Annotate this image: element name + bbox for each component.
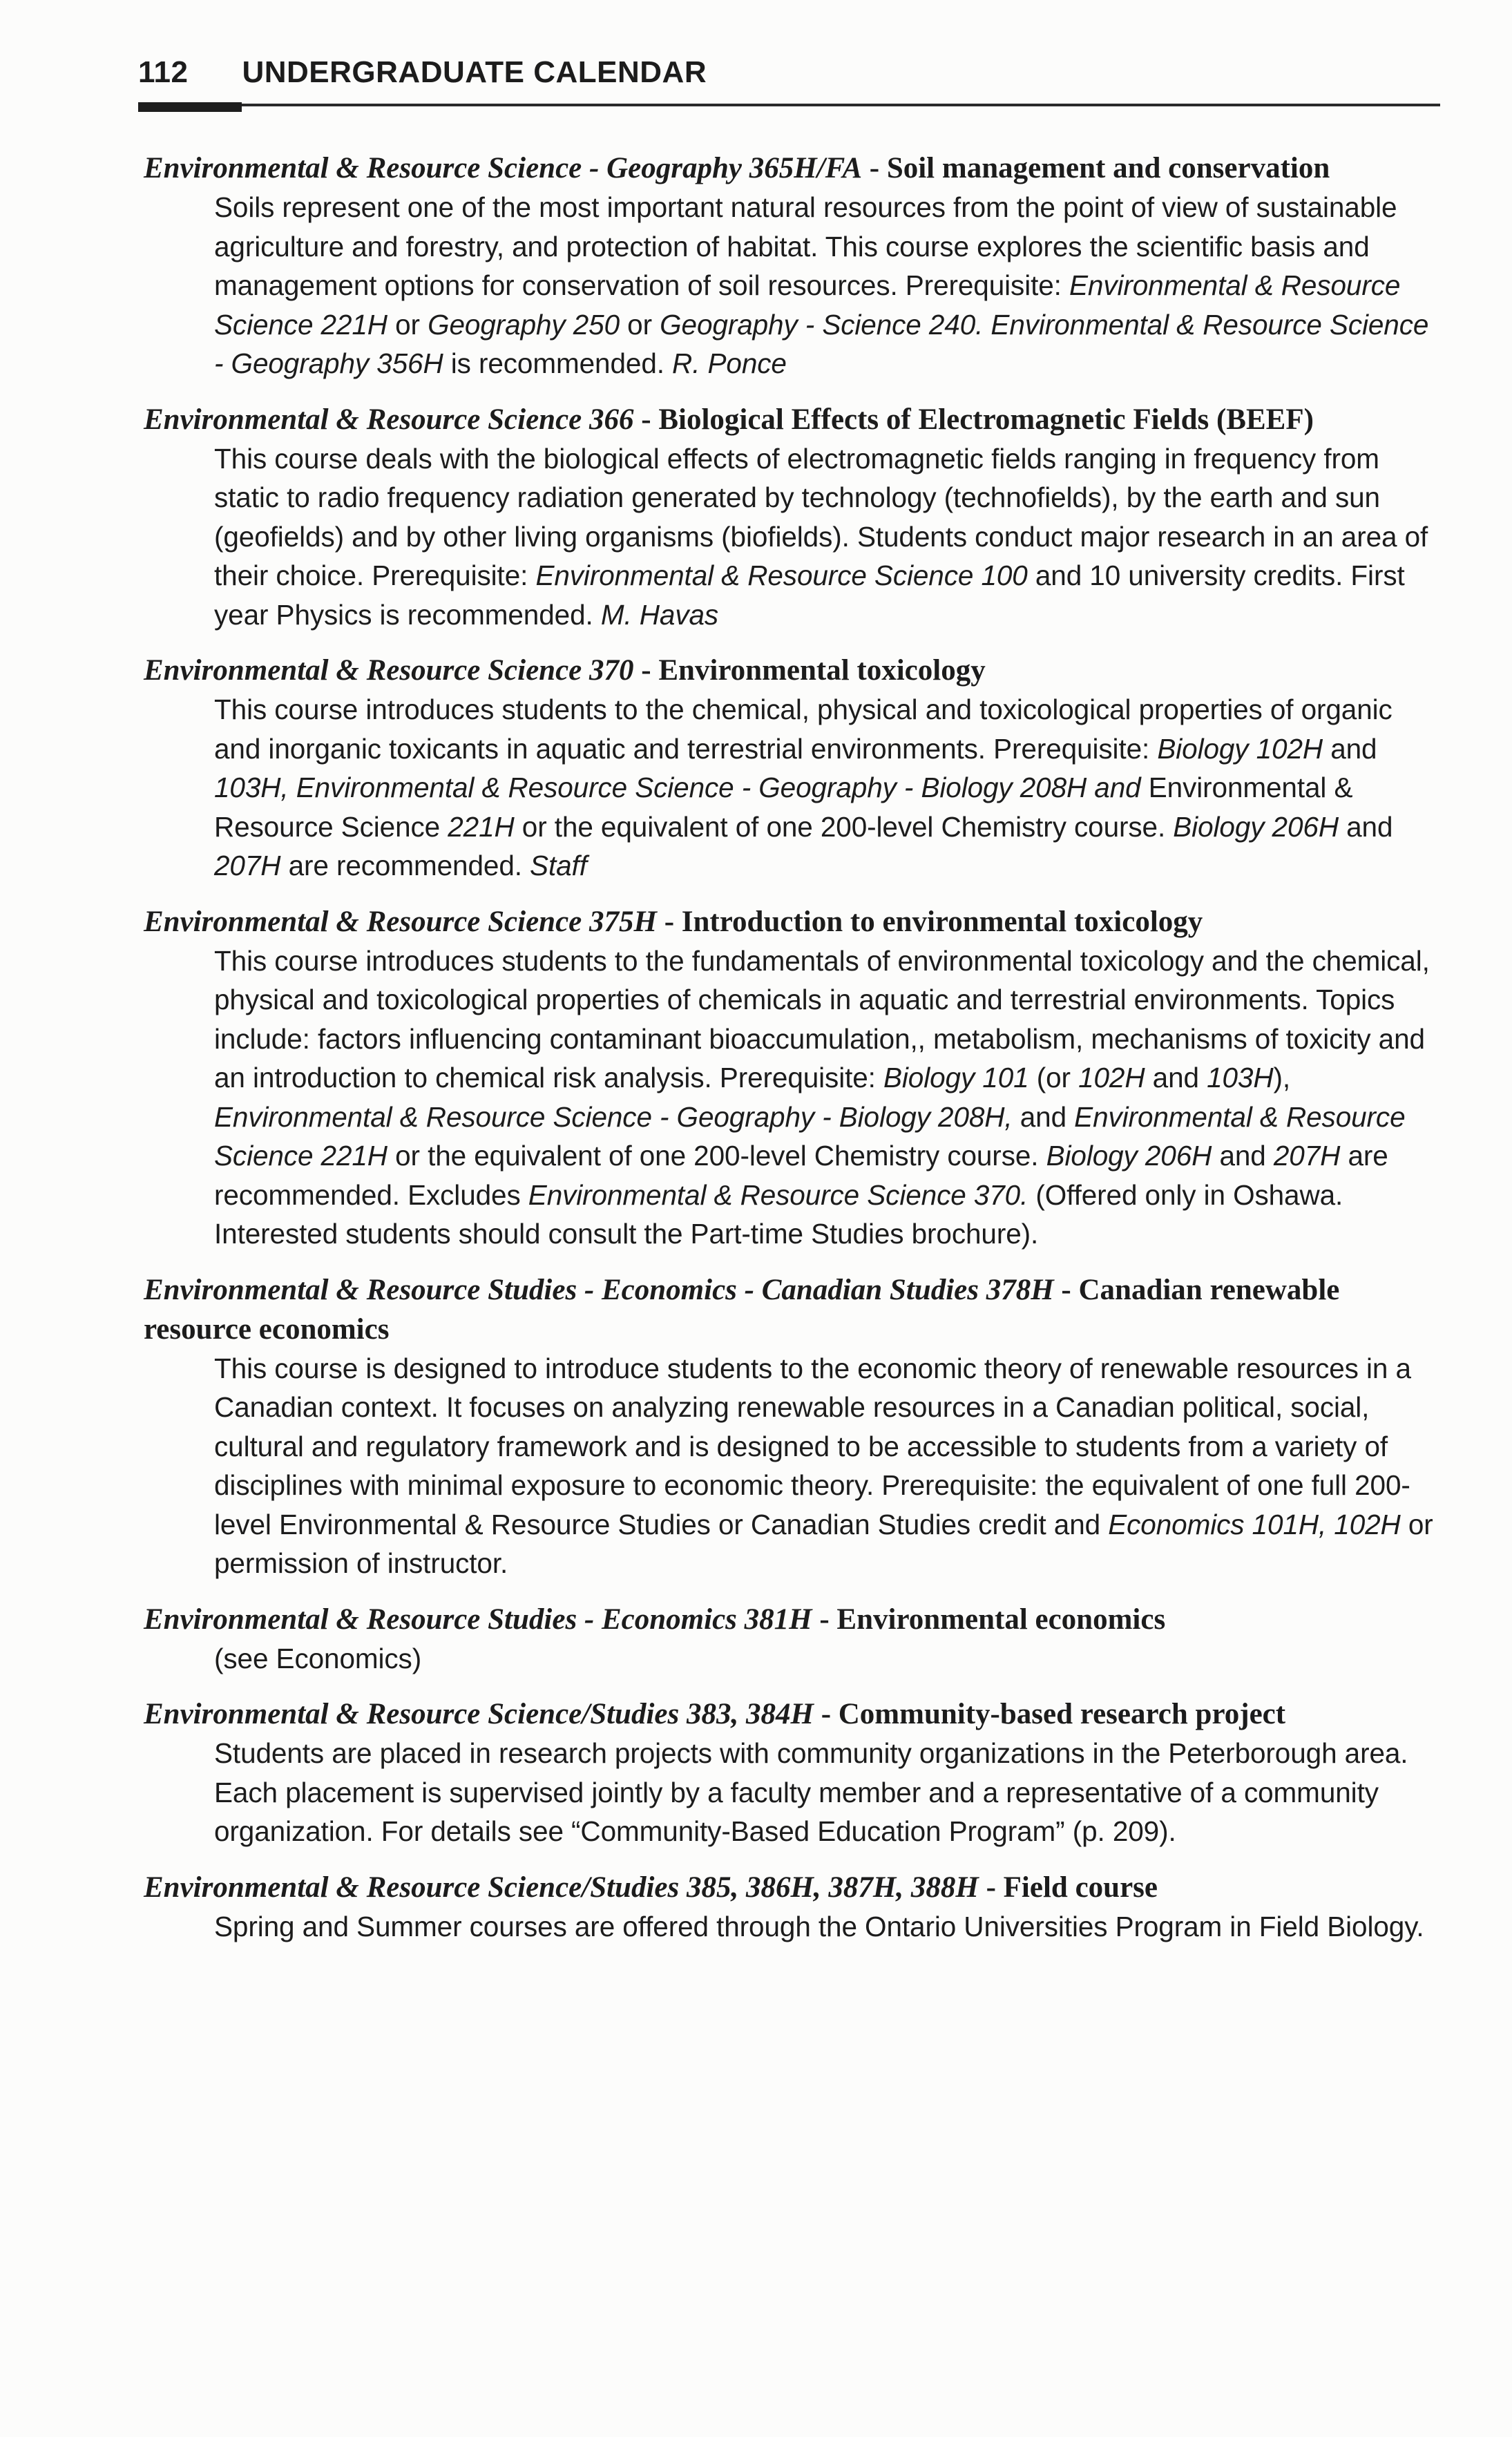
course-title: - Environmental toxicology bbox=[633, 654, 986, 687]
course-code: Environmental & Resource Science - Geography 365H/FA bbox=[144, 152, 862, 184]
course-entry bbox=[144, 1600, 1442, 1679]
description-text: or bbox=[387, 308, 428, 341]
description-text: or bbox=[620, 308, 660, 341]
course-description bbox=[144, 690, 1442, 886]
course-title: - Environmental economics bbox=[812, 1603, 1166, 1636]
course-code: Environmental & Resource Science 370 bbox=[144, 654, 634, 687]
course-entry bbox=[144, 1868, 1442, 1947]
header-rule bbox=[138, 104, 1440, 106]
course-heading bbox=[144, 1694, 1442, 1734]
course-title: - Canadian renewable resource economics bbox=[144, 1273, 1340, 1346]
description-text: (or bbox=[1028, 1062, 1079, 1093]
course-entry bbox=[144, 400, 1442, 635]
description-text: and bbox=[1012, 1100, 1075, 1133]
description-text: Spring and Summer courses are offered through the Ontario Universities Program in Field Biology. bbox=[214, 1910, 1424, 1942]
italic-reference: Geography - Science 240. Environmental & Resource Science - Geography 356H bbox=[214, 308, 1429, 379]
italic-reference: Biology 206H bbox=[1046, 1140, 1212, 1172]
italic-reference: 103H, Environmental & Resource Science - Geography - Biology 208H and bbox=[214, 772, 1141, 803]
description-text: (Offered only in Oshawa. Interested students should consult the Part-time Studies brochure). bbox=[214, 1178, 1343, 1250]
italic-reference: Economics 101H, 102H bbox=[1108, 1508, 1401, 1540]
italic-reference: Environmental & Resource Science 221H bbox=[214, 1100, 1406, 1172]
description-text: and bbox=[1145, 1062, 1207, 1093]
course-code: Environmental & Resource Science/Studies 385, 386H, 387H, 388H bbox=[144, 1871, 979, 1904]
course-entry bbox=[144, 149, 1442, 383]
description-text: Environmental & Resource Science bbox=[214, 772, 1353, 843]
italic-reference: 207H bbox=[214, 850, 281, 881]
description-text: are recommended. bbox=[280, 850, 530, 881]
description-text: This course deals with the biological effects of electromagnetic fields ranging in frequency from static to radio frequency radiation generated by technology (technofields), by the earth and sun (geofields) and by other living organisms (biofields). Students conduct major research in an area of their choice. Prerequisite: bbox=[214, 442, 1428, 591]
description-text: ), bbox=[1273, 1062, 1291, 1093]
page-header bbox=[138, 55, 707, 90]
description-text: or the equivalent of one 200-level Chemistry course. bbox=[514, 810, 1174, 843]
italic-reference: Environmental & Resource Science 221H bbox=[214, 269, 1401, 341]
course-entry bbox=[144, 1270, 1442, 1583]
course-title: - Field course bbox=[978, 1871, 1158, 1904]
course-heading bbox=[144, 1600, 1442, 1639]
course-code: Environmental & Resource Studies - Economics - Canadian Studies 378H bbox=[144, 1273, 1054, 1306]
course-title: - Biological Effects of Electromagnetic Fields (BEEF) bbox=[633, 403, 1314, 436]
course-list bbox=[144, 149, 1442, 1962]
italic-reference: Staff bbox=[530, 850, 587, 881]
italic-reference: Biology 102H bbox=[1157, 732, 1323, 765]
course-description bbox=[144, 942, 1442, 1254]
course-entry bbox=[144, 1694, 1442, 1851]
description-text: and bbox=[1338, 810, 1393, 843]
course-description bbox=[144, 1639, 1442, 1679]
course-heading bbox=[144, 902, 1442, 942]
description-text: is recommended. bbox=[443, 347, 673, 379]
italic-reference: Geography 250 bbox=[428, 308, 620, 341]
header-rule-accent bbox=[138, 102, 242, 112]
course-entry bbox=[144, 902, 1442, 1254]
course-entry bbox=[144, 651, 1442, 886]
course-heading bbox=[144, 149, 1442, 188]
course-heading bbox=[144, 1868, 1442, 1907]
course-title: - Introduction to environmental toxicology bbox=[656, 905, 1203, 938]
description-text: and bbox=[1212, 1140, 1274, 1172]
description-text: (see Economics) bbox=[214, 1642, 422, 1674]
description-text: are recommended. Excludes bbox=[214, 1140, 1388, 1211]
course-description bbox=[144, 439, 1442, 635]
italic-reference: Environmental & Resource Science - Geography - Biology 208H, bbox=[214, 1100, 1013, 1133]
description-text: and bbox=[1323, 732, 1377, 765]
italic-reference: R. Ponce bbox=[672, 347, 787, 379]
course-code: Environmental & Resource Studies - Economics 381H bbox=[144, 1603, 812, 1636]
description-text: and 10 university credits. First year Physics is recommended. bbox=[214, 560, 1405, 631]
course-title: - Community-based research project bbox=[813, 1698, 1286, 1730]
course-title: - Soil management and conservation bbox=[862, 152, 1330, 184]
course-code: Environmental & Resource Science 375H bbox=[144, 905, 657, 938]
course-description bbox=[144, 1349, 1442, 1583]
description-text: Students are placed in research projects with community organizations in the Peterborough area. Each placement is supervised jointly by a faculty member and a representative of a community organization. For details see “Community-Based Education Program” (p. 209). bbox=[214, 1737, 1408, 1847]
italic-reference: Biology 206H bbox=[1173, 810, 1339, 843]
course-code: Environmental & Resource Science 366 bbox=[144, 403, 634, 436]
italic-reference: 103H bbox=[1207, 1062, 1274, 1093]
course-heading bbox=[144, 1270, 1442, 1349]
page-number: 112 bbox=[138, 55, 189, 89]
description-text: This course is designed to introduce students to the economic theory of renewable resources in a Canadian context. It focuses on analyzing renewable resources in a Canadian political, social, cultural and regulatory framework and is designed to be accessible to students from a variety of disciplines with minimal exposure to economic theory. Prerequisite: the equivalent of one full 200-level Environmental & Resource Studies or Canadian Studies credit and bbox=[214, 1352, 1411, 1540]
italic-reference: Environmental & Resource Science 370. bbox=[528, 1178, 1028, 1211]
italic-reference: 221H bbox=[448, 810, 515, 843]
course-description bbox=[144, 188, 1442, 383]
italic-reference: Biology 101 bbox=[883, 1062, 1029, 1093]
course-code: Environmental & Resource Science/Studies 383, 384H bbox=[144, 1698, 814, 1730]
description-text: This course introduces students to the chemical, physical and toxicological properties of organic and inorganic toxicants in aquatic and terrestrial environments. Prerequisite: bbox=[214, 694, 1393, 765]
course-heading bbox=[144, 400, 1442, 439]
description-text: Soils represent one of the most important natural resources from the point of view of sustainable agriculture and forestry, and protection of habitat. This course explores the scientific basis and management options for conservation of soil resources. Prerequisite: bbox=[214, 191, 1397, 301]
course-description bbox=[144, 1734, 1442, 1851]
italic-reference: M. Havas bbox=[600, 598, 719, 631]
header-title: UNDERGRADUATE CALENDAR bbox=[242, 55, 707, 89]
course-description bbox=[144, 1907, 1442, 1947]
italic-reference: Environmental & Resource Science 100 bbox=[535, 560, 1028, 591]
italic-reference: 207H bbox=[1273, 1140, 1341, 1172]
italic-reference: 102H bbox=[1078, 1062, 1145, 1093]
course-heading bbox=[144, 651, 1442, 690]
description-text: This course introduces students to the fundamentals of environmental toxicology and the chemical, physical and toxicological properties of chemicals in aquatic and terrestrial environments. Topics include: factors influencing contaminant bioaccumulation,, metabolism, mechanisms of toxicity and an introduction to chemical risk analysis. Prerequisite: bbox=[214, 944, 1430, 1093]
description-text: or permission of instructor. bbox=[214, 1508, 1433, 1579]
description-text: or the equivalent of one 200-level Chemistry course. bbox=[387, 1140, 1046, 1172]
